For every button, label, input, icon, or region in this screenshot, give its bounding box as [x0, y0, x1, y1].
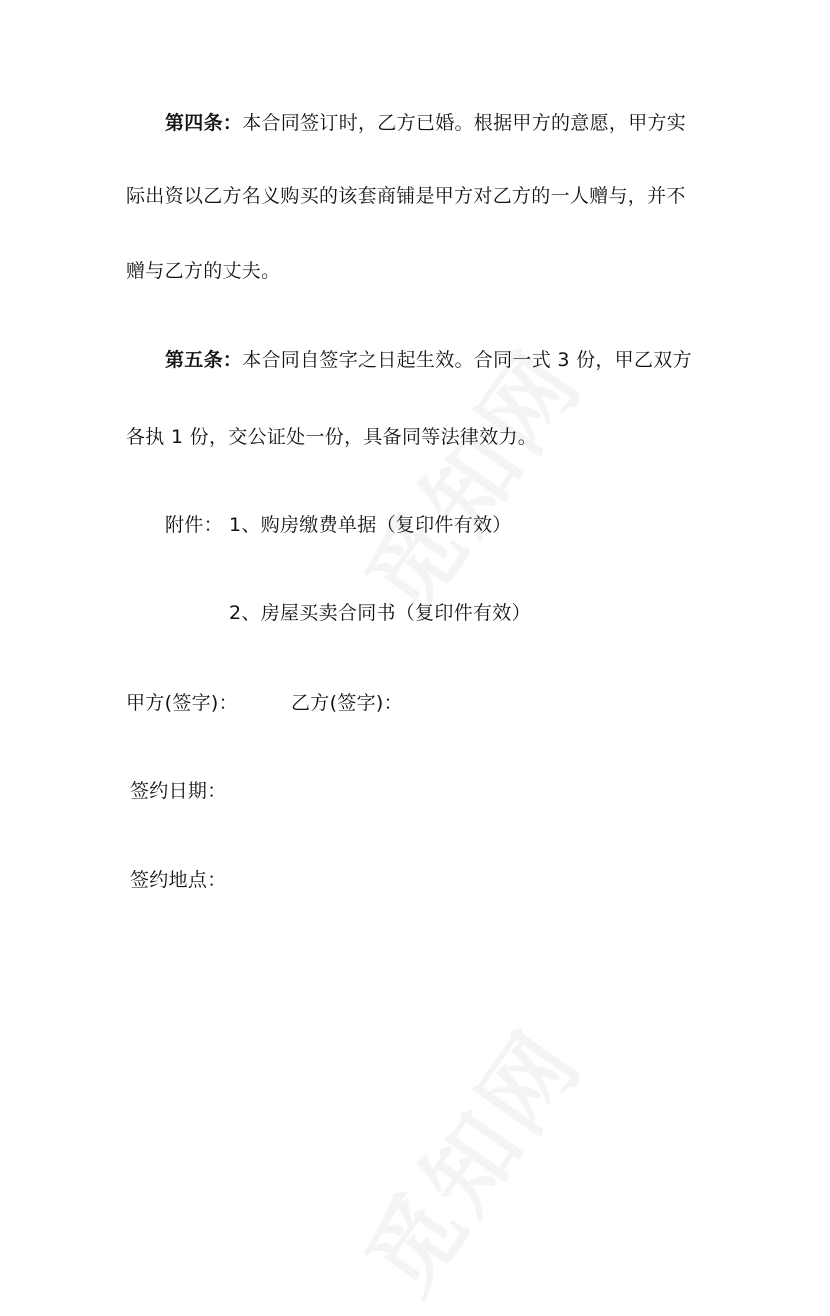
article5-line2: 各执 1 份，交公证处一份，具备同等法律效力。 — [126, 426, 538, 448]
article4-line1 — [165, 110, 686, 136]
article5-text: 本合同自签字之日起生效。合同一式 3 份，甲乙双方 — [242, 349, 692, 371]
article4-label: 第四条： — [165, 112, 243, 134]
signing-date: 签约日期： — [130, 780, 227, 802]
attachment-item-1: 1、购房缴费单据（复印件有效） — [229, 514, 512, 536]
attachments-label: 附件： — [165, 514, 223, 536]
party-b-signature: 乙方(签字)： — [291, 692, 403, 714]
article5-label: 第五条： — [165, 349, 243, 371]
article4-line2: 际出资以乙方名义购买的该套商铺是甲方对乙方的一人赠与，并不 — [126, 185, 686, 207]
article5-line1 — [165, 347, 692, 373]
watermark-lower — [330, 999, 607, 1316]
party-a-signature: 甲方(签字)： — [126, 692, 238, 714]
article4-text: 本合同签订时，乙方已婚。根据甲方的意愿，甲方实 — [242, 112, 687, 134]
attachment-item-2: 2、房屋买卖合同书（复印件有效） — [229, 602, 531, 624]
article4-line3: 赠与乙方的丈夫。 — [126, 260, 281, 282]
signing-place: 签约地点： — [130, 869, 227, 891]
